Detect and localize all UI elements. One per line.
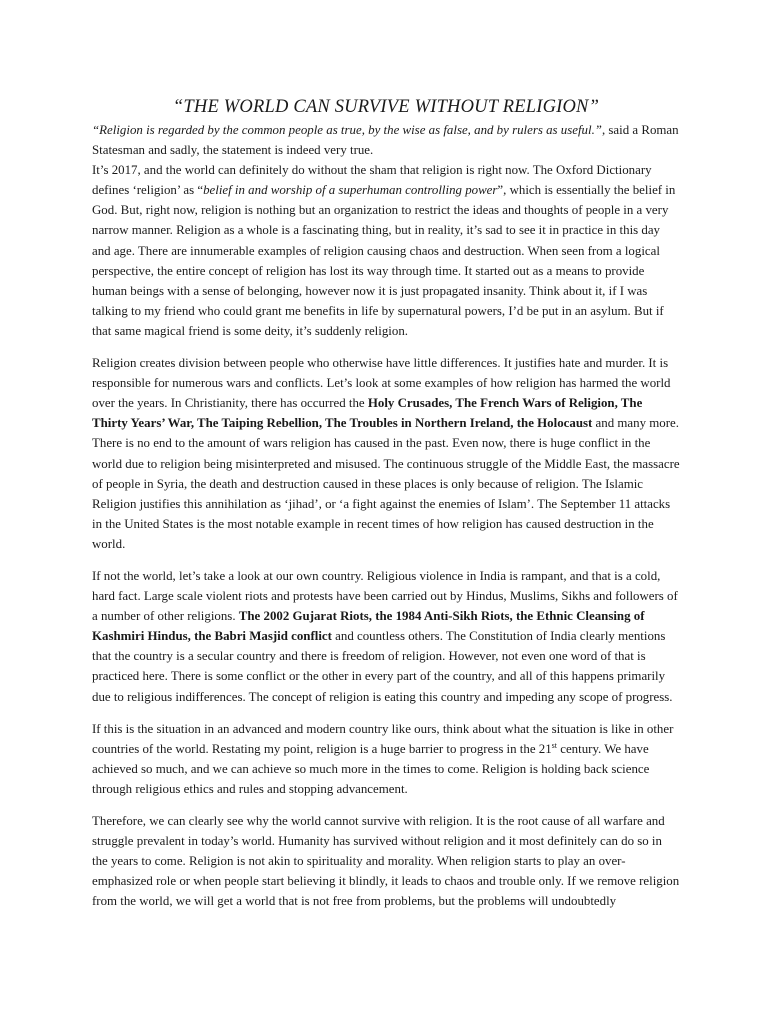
paragraph-3 xyxy=(92,566,680,707)
paragraph-1 xyxy=(92,120,680,341)
paragraph-1-body: ”, which is essentially the belief in God. But, right now, religion is nothing but an organization to restrict the ideas and thoughts of people in a very narrow manner. Religion as a whole is a fascinating thing, but in reality, it’s sad to see it in practice in this day and age. There are innumerable examples of religion causing chaos and destruction. When seen from a logical perspective, the entire concept of religion has lost its way through time. It started out as a means to provide human beings with a sense of belonging, however now it is just propagated insanity. Think about it, if I was talking to my friend who could grant me benefits in life by supernatural powers, I’d be put in an asylum. But if that same magical friend is some deity, it’s suddenly religion. xyxy=(92,183,676,338)
quote-attribution: , said a Roman Statesman and sadly, the statement is indeed very true. xyxy=(92,123,679,158)
paragraph-4-text-b: century. We have achieved so much, and we can achieve so much more in the times to come. Religion is holding back science through religious ethics and rules and stopping advancement. xyxy=(92,741,650,796)
paragraph-2-conflicts: Holy Crusades, The French Wars of Religion, The Thirty Years’ War, The Taiping Rebellion, The Troubles in Northern Ireland, the Holocaust xyxy=(92,396,643,431)
paragraph-2-text-b: and many more. There is no end to the amount of wars religion has caused in the past. Even now, there is huge conflict in the world due to religion being misinterpreted and misused. The continuous struggle of the Middle East, the massacre of people in Syria, the death and destruction caused in these places is only because of religion. The Islamic Religion justifies this annihilation as ‘jihad’, or ‘a fight against the enemies of Islam’. The September 11 attacks in the United States is the most notable example in recent times of how religion has caused destruction in the world. xyxy=(92,416,680,551)
essay-title: “THE WORLD CAN SURVIVE WITHOUT RELIGION” xyxy=(172,97,600,117)
paragraph-2 xyxy=(92,353,680,554)
paragraph-3-text-b: and countless others. The Constitution of India clearly mentions that the country is a secular country and there is freedom of religion. However, not even one word of that is practiced here. There is some conflict or the other in every part of the country, and all of this happens primarily due to religious indifferences. The concept of religion is eating this country and impeding any scope of progress. xyxy=(92,629,673,704)
paragraph-2-text-a: Religion creates division between people who otherwise have little differences. It justifies hate and murder. It is responsible for numerous wars and conflicts. Let’s look at some examples of how religion has harmed the world over the years. In Christianity, there has occurred the xyxy=(92,356,671,411)
paragraph-4-text-a: If this is the situation in an advanced and modern country like ours, think about what the situation is like in other countries of the world. Restating my point, religion is a huge barrier to progress in the 21 xyxy=(92,721,674,756)
paragraph-4 xyxy=(92,719,680,799)
dictionary-definition: belief in and worship of a superhuman controlling power xyxy=(203,183,498,198)
opening-quote: “Religion is regarded by the common people as true, by the wise as false, and by rulers as useful.” xyxy=(92,123,602,137)
ordinal-suffix: st xyxy=(551,740,558,750)
paragraph-3-text-a: If not the world, let’s take a look at our own country. Religious violence in India is rampant, and that is a cold, hard fact. Large scale violent riots and protests have been carried out by Hindus, Muslims, Sikhs and followers of a number of other religions. xyxy=(92,568,678,624)
paragraph-3-conflicts: The 2002 Gujarat Riots, the 1984 Anti-Sikh Riots, the Ethnic Cleansing of Kashmiri Hindus, the Babri Masjid conflict xyxy=(92,609,645,644)
paragraph-1-intro: It’s 2017, and the world can definitely do without the sham that religion is right now. The Oxford Dictionary defines ‘religion’ as “ xyxy=(92,163,652,198)
paragraph-5-text: Therefore, we can clearly see why the world cannot survive with religion. It is the root cause of all warfare and struggle prevalent in today’s world. Humanity has survived without religion and it most definitely can do so in the years to come. Religion is not akin to spirituality and morality. When religion starts to play an over-emphasized role or when people start believing it blindly, it leads to chaos and trouble only. If we remove religion from the world, we will get a world that is not free from problems, but the problems will undoubtedly xyxy=(92,814,680,909)
paragraph-5 xyxy=(92,811,680,911)
